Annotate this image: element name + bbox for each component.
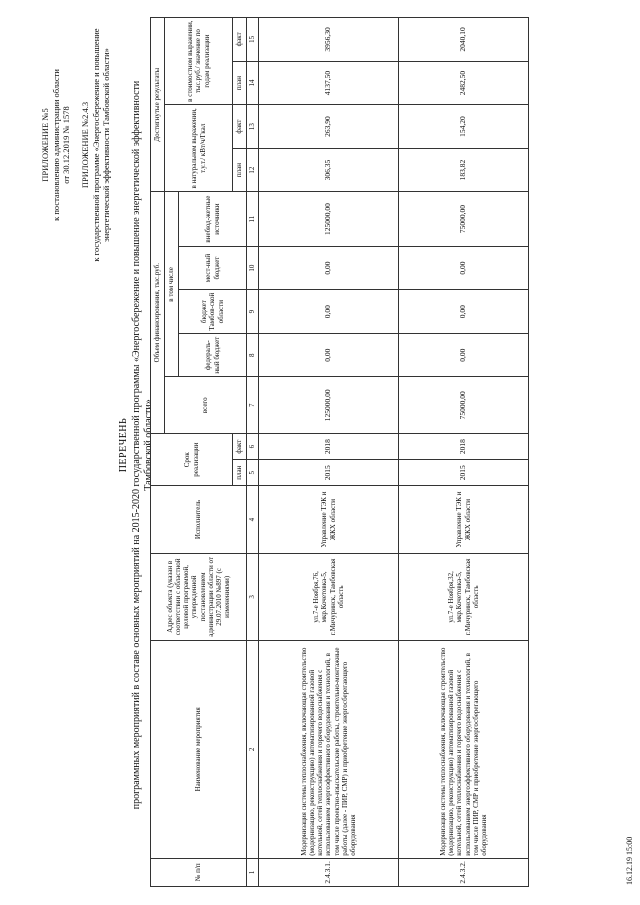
header-no: № п/п <box>151 858 247 886</box>
sub-appendix-header <box>80 10 112 280</box>
col-number: 13 <box>247 105 259 149</box>
header-federal: федераль-ный бюджет <box>179 333 247 377</box>
print-stamp: 16.12.19 15:00 <box>625 836 634 885</box>
natural-plan: 183,82 <box>399 148 529 192</box>
term-plan: 2015 <box>259 460 399 486</box>
cost-plan: 4137,50 <box>259 61 399 105</box>
financing-total: 125000,00 <box>259 377 399 434</box>
sub-appendix-line-2: энергетической эффективности Тамбовской области» <box>101 48 112 242</box>
financing-local: 0,00 <box>399 246 529 290</box>
financing-extra: 75000,00 <box>399 192 529 246</box>
col-number: 6 <box>247 434 259 460</box>
natural-plan: 306,35 <box>259 148 399 192</box>
header-executor: Исполнитель <box>151 486 247 554</box>
header-cost: в стоимостном выражении, тыс.руб./ значение по годам реализации <box>165 18 233 105</box>
col-number: 3 <box>247 553 259 640</box>
list-title: ПЕРЕЧЕНЬ <box>118 417 129 473</box>
column-numbers-row <box>247 18 259 887</box>
financing-total: 75000,00 <box>399 377 529 434</box>
executor: Управление ТЭК и ЖКХ области <box>259 486 399 554</box>
header-natural-fact: факт <box>233 105 247 149</box>
header-total: всего <box>165 377 247 434</box>
header-address: Адрес объекта (указан в соответствии с областной целевой программой, утвержденной постановлением администрации области от 29.07.2010 №897 (с изменениями) <box>151 553 247 640</box>
header-financing: Объем финансирования, тыс.руб. <box>151 192 165 434</box>
list-subtitle: программных мероприятий в составе основных мероприятий на 2015-2020 государственной программы «Энергосбережение и повышение энергетической эффективности Тамбовской области» <box>130 80 154 810</box>
header-results: Достигнутые результаты <box>151 18 165 192</box>
measure-name: Модернизация системы теплоснабжения, включающая строительство (модернизацию, реконструкцию) автоматизированной газовой котельной, сетей теплоснабжения и горячего водоснабжения с использованием энергоэффективного оборудования и технологий, в том числе проектно-изыскательские работы, строительно-монтажные работы (далее - ПИР, СМР) и приобретение энергосберегающего оборудования <box>259 640 399 858</box>
object-address: ул.7-е Ноября,32, мкр.Кочетовка-5, г.Мичуринск, Тамбовская область <box>399 553 529 640</box>
col-number: 1 <box>247 858 259 886</box>
table-row <box>399 18 529 887</box>
financing-federal: 0,00 <box>259 333 399 377</box>
term-fact: 2018 <box>399 434 529 460</box>
col-number: 8 <box>247 333 259 377</box>
header-natural-plan: план <box>233 148 247 192</box>
col-number: 15 <box>247 18 259 62</box>
executor: Управление ТЭК и ЖКХ области <box>399 486 529 554</box>
appendix-title: ПРИЛОЖЕНИЕ №5 <box>40 108 50 182</box>
natural-fact: 263,90 <box>259 105 399 149</box>
cost-fact: 2040,10 <box>399 18 529 62</box>
cost-fact: 3956,30 <box>259 18 399 62</box>
appendix-line: к постановлению администрации области <box>50 69 61 221</box>
sub-appendix-title: ПРИЛОЖЕНИЕ №2.4.3 <box>80 101 90 189</box>
financing-regional: 0,00 <box>259 290 399 334</box>
col-number: 2 <box>247 640 259 858</box>
col-number: 5 <box>247 460 259 486</box>
natural-fact: 154,20 <box>399 105 529 149</box>
header-term: Срок реализации <box>151 434 233 486</box>
financing-federal: 0,00 <box>399 333 529 377</box>
financing-local: 0,00 <box>259 246 399 290</box>
header-including: в том числе <box>165 192 179 377</box>
header-extra: внебюд-жетные источники <box>179 192 247 246</box>
term-plan: 2015 <box>399 460 529 486</box>
header-local: мест-ный бюджет <box>179 246 247 290</box>
header-term-plan: план <box>233 460 247 486</box>
header-name: Наименование мероприятия <box>151 640 247 858</box>
cost-plan: 2482,50 <box>399 61 529 105</box>
col-number: 12 <box>247 148 259 192</box>
measures-table <box>150 17 529 887</box>
col-number: 7 <box>247 377 259 434</box>
object-address: ул.7-е Ноября,76, мкр.Кочетовка-5, г.Мичуринск, Тамбовская область <box>259 553 399 640</box>
row-number: 2.4.3.2. <box>399 858 529 886</box>
row-number: 2.4.3.1. <box>259 858 399 886</box>
header-cost-fact: факт <box>233 18 247 62</box>
col-number: 11 <box>247 192 259 246</box>
appendix-header <box>40 10 72 280</box>
header-natural: в натуральном выражении, т.у.т./ кВт/ч/Гкал <box>165 105 233 192</box>
financing-regional: 0,00 <box>399 290 529 334</box>
header-term-fact: факт <box>233 434 247 460</box>
financing-extra: 125000,00 <box>259 192 399 246</box>
col-number: 4 <box>247 486 259 554</box>
term-fact: 2018 <box>259 434 399 460</box>
col-number: 14 <box>247 61 259 105</box>
table-row <box>259 18 399 887</box>
col-number: 9 <box>247 290 259 334</box>
header-cost-plan: план <box>233 61 247 105</box>
measure-name: Модернизация системы теплоснабжения, включающая строительство (модернизацию, реконструкцию) автоматизированной газовой котельной, сетей теплоснабжения и горячего водоснабжения с использованием энергоэффективного оборудования и технологий, в том числе ПИР, СМР и приобретение энергосберегающего оборудования <box>399 640 529 858</box>
sub-appendix-line-1: к государственной программе «Энергосбережение и повышение <box>90 28 101 262</box>
col-number: 10 <box>247 246 259 290</box>
header-regional: бюджет Тамбов-ской области <box>179 290 247 334</box>
appendix-date: от 30.12.2019 № 1578 <box>61 106 72 184</box>
